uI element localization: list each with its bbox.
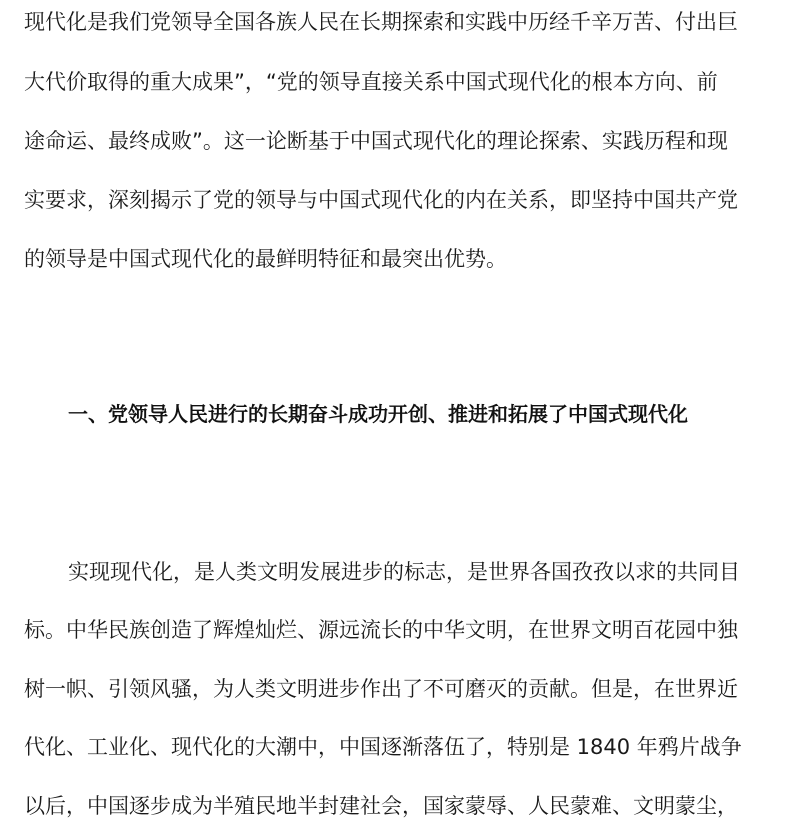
- text-line: 现代化是我们党领导全国各族人民在长期探索和实践中历经千辛万苦、付出巨: [24, 10, 738, 34]
- section-heading: 一、党领导人民进行的长期奋斗成功开创、推进和拓展了中国式现代化: [68, 402, 688, 426]
- text-line: 以后，中国逐步成为半殖民地半封建社会，国家蒙辱、人民蒙难、文明蒙尘，: [24, 794, 738, 818]
- text-line: 大代价取得的重大成果”，“党的领导直接关系中国式现代化的根本方向、前: [24, 70, 718, 94]
- text-line: 实现现代化，是人类文明发展进步的标志，是世界各国孜孜以求的共同目: [68, 560, 740, 584]
- text-line: 代化、工业化、现代化的大潮中，中国逐渐落伍了，特别是 1840 年鸦片战争: [24, 735, 742, 759]
- text-line: 树一帜、引领风骚，为人类文明进步作出了不可磨灭的贡献。但是，在世界近: [24, 677, 738, 701]
- text-line: 实要求，深刻揭示了党的领导与中国式现代化的内在关系，即坚持中国共产党: [24, 188, 738, 212]
- text-line: 标。中华民族创造了辉煌灿烂、源远流长的中华文明，在世界文明百花园中独: [24, 618, 738, 642]
- text-line: 途命运、最终成败”。这一论断基于中国式现代化的理论探索、实践历程和现: [24, 129, 728, 153]
- text-line: 的领导是中国式现代化的最鲜明特征和最突出优势。: [24, 247, 507, 271]
